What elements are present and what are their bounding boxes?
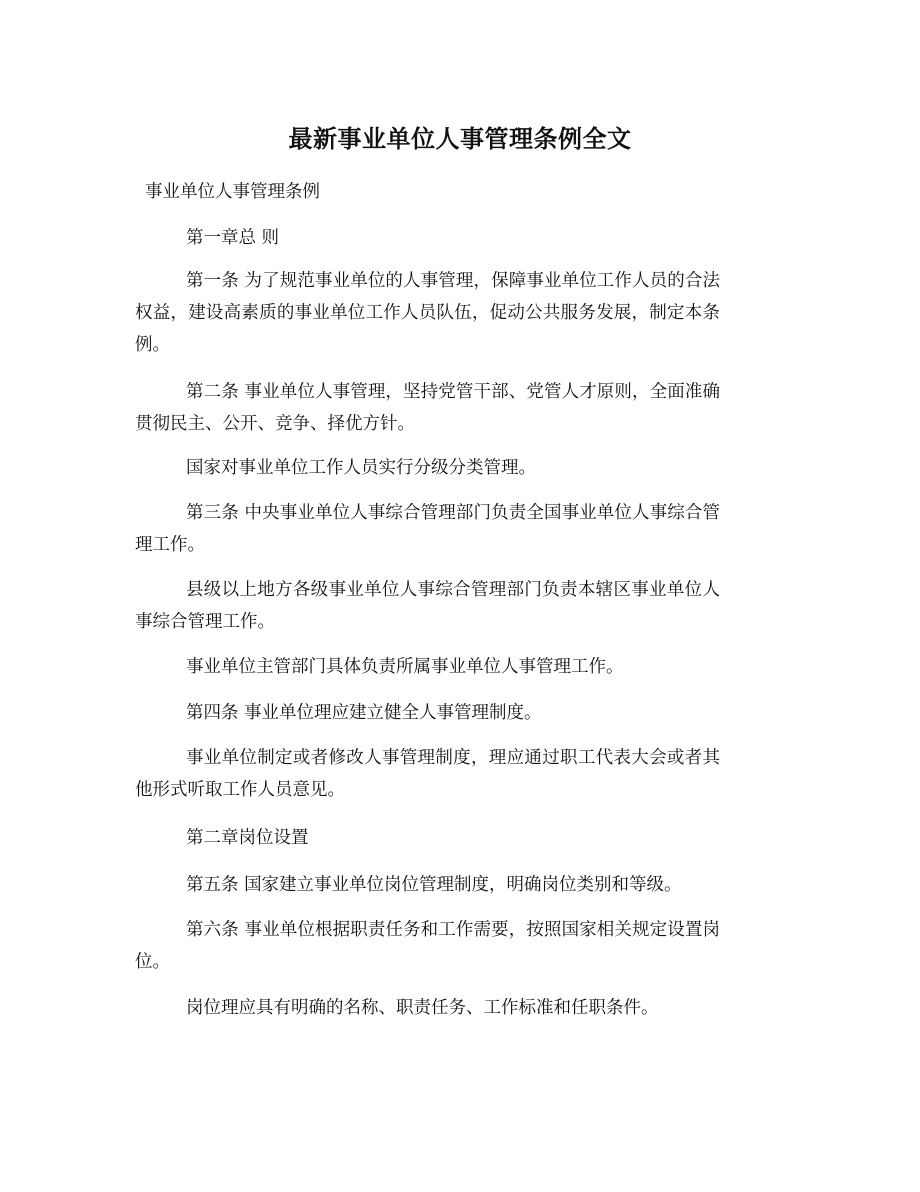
article-2: 第二条 事业单位人事管理，坚持党管干部、党管人才原则，全面准确贯彻民主、公开、竞争、择优方针。 [135, 382, 720, 434]
chapter-heading-1: 第一章总 则 [186, 228, 280, 248]
article-6: 第六条 事业单位根据职责任务和工作需要，按照国家相关规定设置岗位。 [135, 920, 720, 972]
article-4: 第四条 事业单位理应建立健全人事管理制度。 [186, 703, 542, 723]
article-1: 第一条 为了规范事业单位的人事管理，保障事业单位工作人员的合法权益，建设高素质的事业单位工作人员队伍，促动公共服务发展，制定本条例。 [135, 271, 720, 355]
article-6-paragraph-2: 岗位理应具有明确的名称、职责任务、工作标准和任职条件。 [186, 998, 659, 1018]
article-4-paragraph-2: 事业单位制定或者修改人事管理制度，理应通过职工代表大会或者其他形式听取工作人员意见。 [135, 748, 720, 800]
article-2-paragraph-2: 国家对事业单位工作人员实行分级分类管理。 [186, 458, 536, 478]
document-title: 最新事业单位人事管理条例全文 [288, 125, 632, 153]
article-5: 第五条 国家建立事业单位岗位管理制度，明确岗位类别和等级。 [186, 875, 682, 895]
chapter-heading-2: 第二章岗位设置 [186, 828, 309, 848]
article-3-paragraph-2: 县级以上地方各级事业单位人事综合管理部门负责本辖区事业单位人事综合管理工作。 [135, 580, 720, 632]
article-3: 第三条 中央事业单位人事综合管理部门负责全国事业单位人事综合管理工作。 [135, 503, 720, 555]
regulation-name: 事业单位人事管理条例 [145, 182, 320, 202]
article-3-paragraph-3: 事业单位主管部门具体负责所属事业单位人事管理工作。 [186, 657, 624, 677]
